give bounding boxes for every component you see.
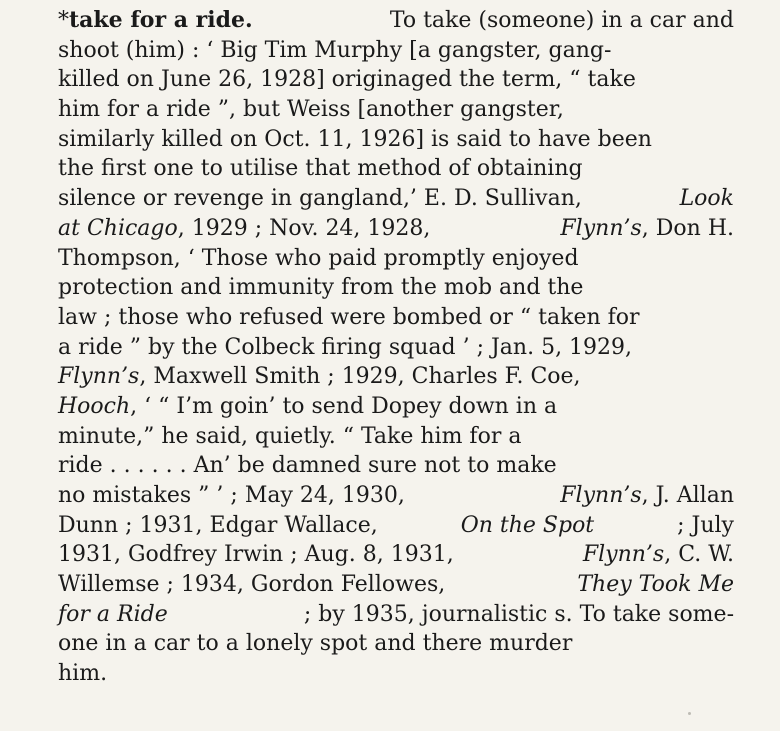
entry-line-13 bbox=[58, 362, 734, 392]
line-text: , J. Allan bbox=[641, 483, 734, 508]
line-text: him. bbox=[58, 661, 108, 687]
entry-line-17 bbox=[58, 481, 734, 511]
line-text: ; by 1935, journalistic s. To take some- bbox=[303, 601, 734, 627]
line-text: protection and immunity from the mob and the bbox=[58, 275, 584, 301]
line-text: shoot (him) : ‘ Big Tim Murphy [a gangster, gang- bbox=[58, 37, 612, 63]
italic-title: They Took Me bbox=[577, 572, 734, 598]
line-text: silence or revenge in gangland,’ E. D. Sullivan, bbox=[58, 186, 582, 212]
entry-line-3 bbox=[58, 65, 734, 95]
line-text: 1931, Godfrey Irwin ; Aug. 8, 1931, bbox=[58, 542, 454, 568]
italic-title: at Chicago bbox=[58, 215, 178, 241]
entry-line-5 bbox=[58, 125, 734, 155]
line-text: him for a ride ”, but Weiss [another gangster, bbox=[58, 97, 564, 123]
entry-line-2 bbox=[58, 36, 734, 66]
entry-line-4 bbox=[58, 95, 734, 125]
line-text: , ‘ “ I’m goin’ to send Dopey down in a bbox=[130, 393, 558, 419]
entry-line-20 bbox=[58, 570, 734, 600]
asterisk-marker: * bbox=[58, 8, 69, 33]
line-text: ride . . . . . . An’ be damned sure not to make bbox=[58, 453, 557, 479]
entry-line-22 bbox=[58, 629, 734, 659]
line-text: minute,” he said, quietly. “ Take him for a bbox=[58, 423, 522, 449]
entry-line-18 bbox=[58, 511, 734, 541]
headword: take for a ride. bbox=[69, 7, 253, 33]
entry-line-21 bbox=[58, 600, 734, 630]
entry-line-11 bbox=[58, 303, 734, 333]
line-text: a ride ” by the Colbeck firing squad ’ ; Jan. 5, 1929, bbox=[58, 334, 633, 360]
line-text: Thompson, ‘ Those who paid promptly enjoyed bbox=[58, 245, 579, 271]
paper-fleck bbox=[688, 712, 691, 715]
line-text: Willemse ; 1934, Gordon Fellowes, bbox=[58, 572, 446, 598]
italic-title: Flynn’s bbox=[582, 542, 665, 568]
line-text: , Maxwell Smith ; 1929, Charles F. Coe, bbox=[139, 364, 581, 390]
entry-line-19 bbox=[58, 540, 734, 570]
entry-line-9 bbox=[58, 244, 734, 274]
entry-line-1 bbox=[58, 6, 734, 36]
entry-line-16 bbox=[58, 451, 734, 481]
line-text: , C. W. bbox=[664, 542, 734, 568]
entry-line-10 bbox=[58, 273, 734, 303]
entry-line-12 bbox=[58, 333, 734, 363]
line-text: , 1929 ; Nov. 24, 1928, bbox=[177, 215, 431, 241]
italic-title: Flynn’s bbox=[58, 364, 140, 390]
dictionary-entry bbox=[58, 6, 734, 689]
entry-line-15 bbox=[58, 422, 734, 452]
line-text: Dunn ; 1931, Edgar Wallace, bbox=[58, 512, 378, 538]
line-text: similarly killed on Oct. 11, 1926] is said to have been bbox=[58, 126, 652, 152]
italic-title: On the Spot bbox=[460, 512, 595, 538]
entry-line-8 bbox=[58, 214, 734, 244]
definition-text: To take (someone) in a car and bbox=[389, 8, 734, 33]
line-text: , Don H. bbox=[641, 215, 734, 241]
line-text: law ; those who refused were bombed or “ taken for bbox=[58, 304, 640, 330]
italic-title: Flynn’s bbox=[560, 215, 642, 241]
line-text: killed on June 26, 1928] originaged the term, “ take bbox=[58, 67, 636, 93]
line-text: no mistakes ” ’ ; May 24, 1930, bbox=[58, 483, 405, 508]
entry-line-7 bbox=[58, 184, 734, 214]
italic-title: Look bbox=[679, 186, 734, 212]
entry-line-14 bbox=[58, 392, 734, 422]
italic-title: for a Ride bbox=[58, 601, 168, 627]
entry-line-6 bbox=[58, 154, 734, 184]
entry-line-23 bbox=[58, 659, 734, 689]
italic-title: Hooch bbox=[58, 393, 131, 419]
line-text: one in a car to a lonely spot and there murder bbox=[58, 631, 573, 657]
line-text: ; July bbox=[677, 512, 734, 538]
italic-title: Flynn’s bbox=[560, 483, 642, 508]
line-text: the first one to utilise that method of obtaining bbox=[58, 156, 583, 182]
